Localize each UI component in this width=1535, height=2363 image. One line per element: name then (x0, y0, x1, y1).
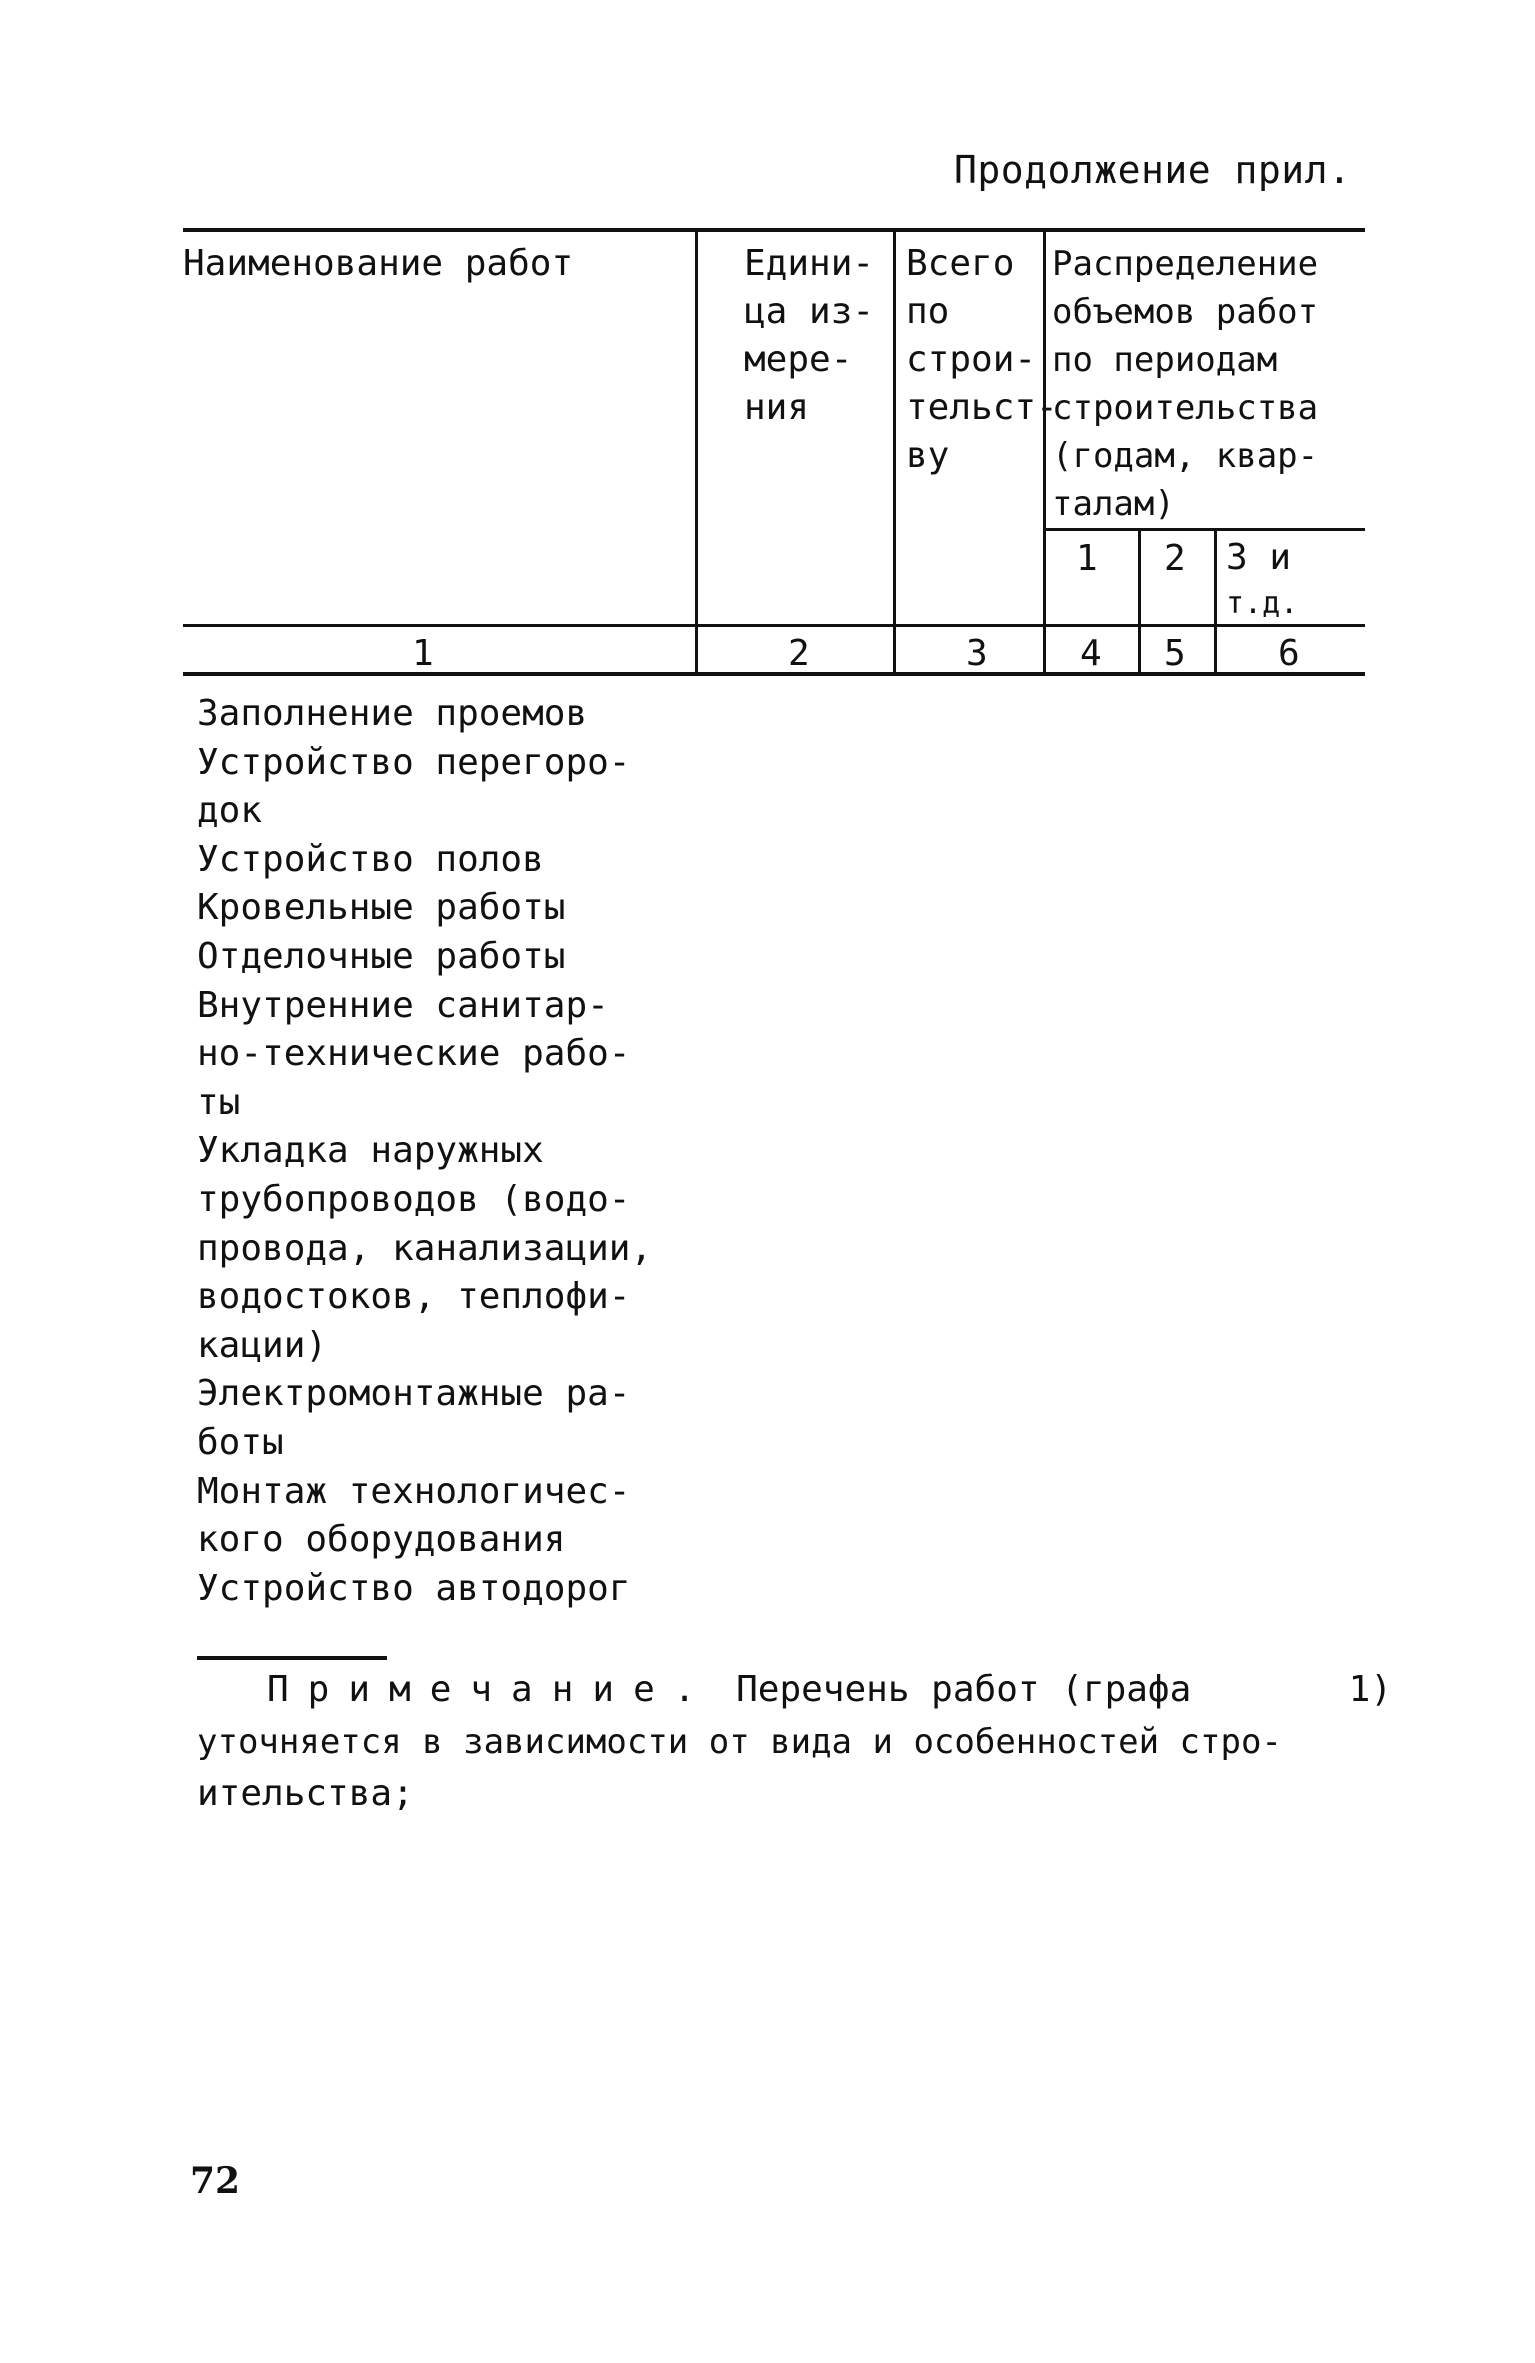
header-total: Всего по строи- тельст- ву (906, 243, 1058, 476)
list-item: Монтаж технологичес- (197, 1470, 631, 1512)
period-subheader-rule (1043, 528, 1365, 531)
column-number-5: 5 (1164, 633, 1186, 674)
col-divider-1 (695, 228, 698, 676)
footnote (197, 1664, 1392, 1820)
list-item: Кровельные работы (197, 887, 566, 929)
table-top-rule (183, 228, 1365, 232)
footnote-text: Перечень работ (графа (736, 1669, 1192, 1710)
works-list (197, 690, 652, 1613)
list-item: Укладка наружных (197, 1130, 544, 1172)
list-item: трубопроводов (водо- (197, 1178, 631, 1220)
column-number-6: 6 (1278, 633, 1300, 674)
header-work-name: Наименование работ (183, 243, 574, 284)
list-item: кации) (197, 1324, 328, 1366)
list-item: боты (197, 1421, 284, 1463)
column-number-2: 2 (788, 633, 810, 674)
footnote-line-3: ительства; (197, 1773, 414, 1814)
header-period-3: 3 и т.д. (1226, 537, 1299, 621)
col-divider-2 (893, 228, 896, 676)
list-item: но-технические рабо- (197, 1033, 631, 1075)
column-number-1: 1 (412, 633, 434, 674)
list-item: кого оборудования (197, 1519, 566, 1561)
page-number: 72 (190, 2160, 241, 2202)
list-item: Заполнение проемов (197, 693, 588, 734)
col-divider-4 (1138, 528, 1141, 676)
list-item: док (197, 790, 263, 832)
list-item: Устройство полов (197, 838, 544, 880)
list-item: ты (197, 1081, 241, 1123)
list-item: Устройство перегоро- (197, 741, 631, 783)
header-period-2: 2 (1164, 538, 1186, 579)
list-item: водостоков, теплофи- (197, 1276, 631, 1318)
header-unit: Едини- ца из- мере- ния (744, 243, 875, 428)
footnote-line-2: уточняется в зависимости от вида и особенностей стро- (197, 1722, 1282, 1762)
header-bottom-rule (183, 624, 1365, 627)
footnote-label: Примечание. (267, 1669, 715, 1710)
list-item: Электромонтажные ра- (197, 1373, 631, 1415)
footnote-column-ref: 1) (1348, 1669, 1392, 1710)
header-period-1: 1 (1076, 538, 1098, 579)
list-item: Устройство автодорог (197, 1567, 631, 1609)
list-item: Внутренние санитар- (197, 984, 609, 1026)
page-title: Продолжение прил. (954, 148, 1352, 192)
list-item: Отделочные работы (197, 935, 566, 977)
column-numbers-rule (183, 672, 1365, 676)
list-item: провода, канализации, (197, 1227, 653, 1269)
col-divider-5 (1214, 528, 1217, 676)
column-number-4: 4 (1080, 633, 1102, 674)
footnote-line-1 (197, 1664, 1392, 1716)
header-distribution: Распределение объемов работ по периодам строительства (годам, квар- талам) (1052, 244, 1319, 524)
footnote-rule (197, 1656, 387, 1660)
column-number-3: 3 (966, 633, 988, 674)
